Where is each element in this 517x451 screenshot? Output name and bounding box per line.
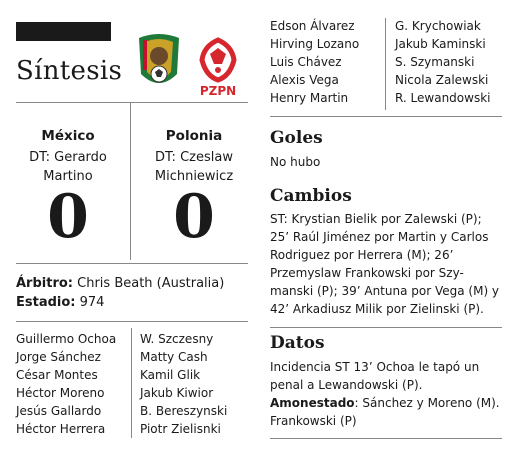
cambios-line: 25’ Raúl Jiménez por Martin y Carlos: [270, 230, 489, 244]
home-score: 0: [47, 182, 89, 252]
home-lineup-list-1: [16, 330, 116, 438]
away-lineup-list-2: [395, 17, 490, 107]
divider: [131, 328, 132, 438]
list-item: S. Szymanski: [395, 55, 475, 69]
datos-line: Incidencia ST 13’ Ochoa le tapó un: [270, 360, 480, 374]
list-item: Henry Martin: [270, 91, 349, 105]
datos-line: Frankowski (P): [270, 414, 357, 428]
datos-text: [270, 358, 510, 430]
cambios-line: 42’ Arkadiusz Milik por Zielinski (P).: [270, 302, 484, 316]
list-item: G. Krychowiak: [395, 19, 481, 33]
divider: [270, 327, 502, 328]
home-coach-line1: DT: Gerardo: [29, 150, 107, 165]
stadium-line: [16, 293, 104, 313]
cambios-text: [270, 210, 510, 318]
referee-value: Chris Beath (Australia): [77, 276, 225, 291]
datos-title: Datos: [270, 333, 325, 353]
list-item: Hirving Lozano: [270, 37, 360, 51]
referee-label: Árbitro:: [16, 276, 73, 291]
goles-title: Goles: [270, 128, 323, 148]
pzpn-logo-text: PZPN: [199, 84, 237, 98]
list-item: R. Lewandowski: [395, 91, 491, 105]
list-item: Piotr Zielisnki: [140, 422, 221, 436]
cambios-line: ST: Krystian Bielik por Zalewski (P);: [270, 212, 482, 226]
away-coach-line2: Michniewicz: [154, 169, 234, 184]
pzpn-crest-icon: [192, 36, 244, 102]
list-item: B. Bereszynski: [140, 404, 228, 418]
list-item: Héctor Herrera: [16, 422, 106, 436]
mexico-crest-icon: [131, 30, 187, 94]
amonestado-label: Amonestado: [270, 396, 355, 410]
list-item: Guillermo Ochoa: [16, 332, 117, 346]
list-item: Jorge Sánchez: [16, 350, 101, 364]
list-item: Jesús Gallardo: [16, 404, 102, 418]
datos-line: penal a Lewandowski (P).: [270, 378, 423, 392]
divider: [16, 102, 248, 103]
cambios-line: manski (P); 39’ Antuna por Vega (M) y: [270, 284, 500, 298]
away-coach-line1: DT: Czeslaw: [155, 150, 233, 165]
amonestado-value: : Sánchez y Moreno (M).: [354, 396, 500, 410]
list-item: Jakub Kiwior: [140, 386, 214, 400]
list-item: Luis Chávez: [270, 55, 342, 69]
home-lineup-list-2: [270, 17, 359, 107]
list-item: W. Szczesny: [140, 332, 214, 346]
home-team-name: México: [41, 128, 95, 144]
cambios-line: Przemyslaw Frankowski por Szy-: [270, 266, 464, 280]
list-item: César Montes: [16, 368, 98, 382]
divider: [16, 263, 248, 264]
home-coach-line2: Martino: [43, 169, 93, 184]
referee-line: [16, 274, 224, 294]
list-item: Kamil Glik: [140, 368, 201, 382]
divider: [270, 438, 502, 439]
list-item: Edson Álvarez: [270, 19, 355, 33]
divider: [385, 18, 386, 110]
away-lineup-list-1: [140, 330, 227, 438]
datos-amonestado-line: [270, 394, 510, 412]
list-item: Matty Cash: [140, 350, 208, 364]
cambios-line: Rodriguez por Herrera (M); 26’: [270, 248, 454, 262]
list-item: Alexis Vega: [270, 73, 339, 87]
header-black-bar: [16, 22, 111, 41]
stadium-label: Estadio:: [16, 295, 76, 310]
list-item: Jakub Kaminski: [395, 37, 486, 51]
list-item: Nicola Zalewski: [395, 73, 489, 87]
divider: [130, 103, 131, 260]
page-title: Síntesis: [16, 56, 123, 86]
list-item: Héctor Moreno: [16, 386, 105, 400]
goles-text: No hubo: [270, 155, 321, 169]
stadium-value: 974: [79, 295, 105, 310]
away-team-name: Polonia: [165, 128, 223, 144]
divider: [270, 116, 502, 117]
divider: [16, 321, 248, 322]
cambios-title: Cambios: [270, 186, 352, 206]
away-score: 0: [173, 182, 215, 252]
